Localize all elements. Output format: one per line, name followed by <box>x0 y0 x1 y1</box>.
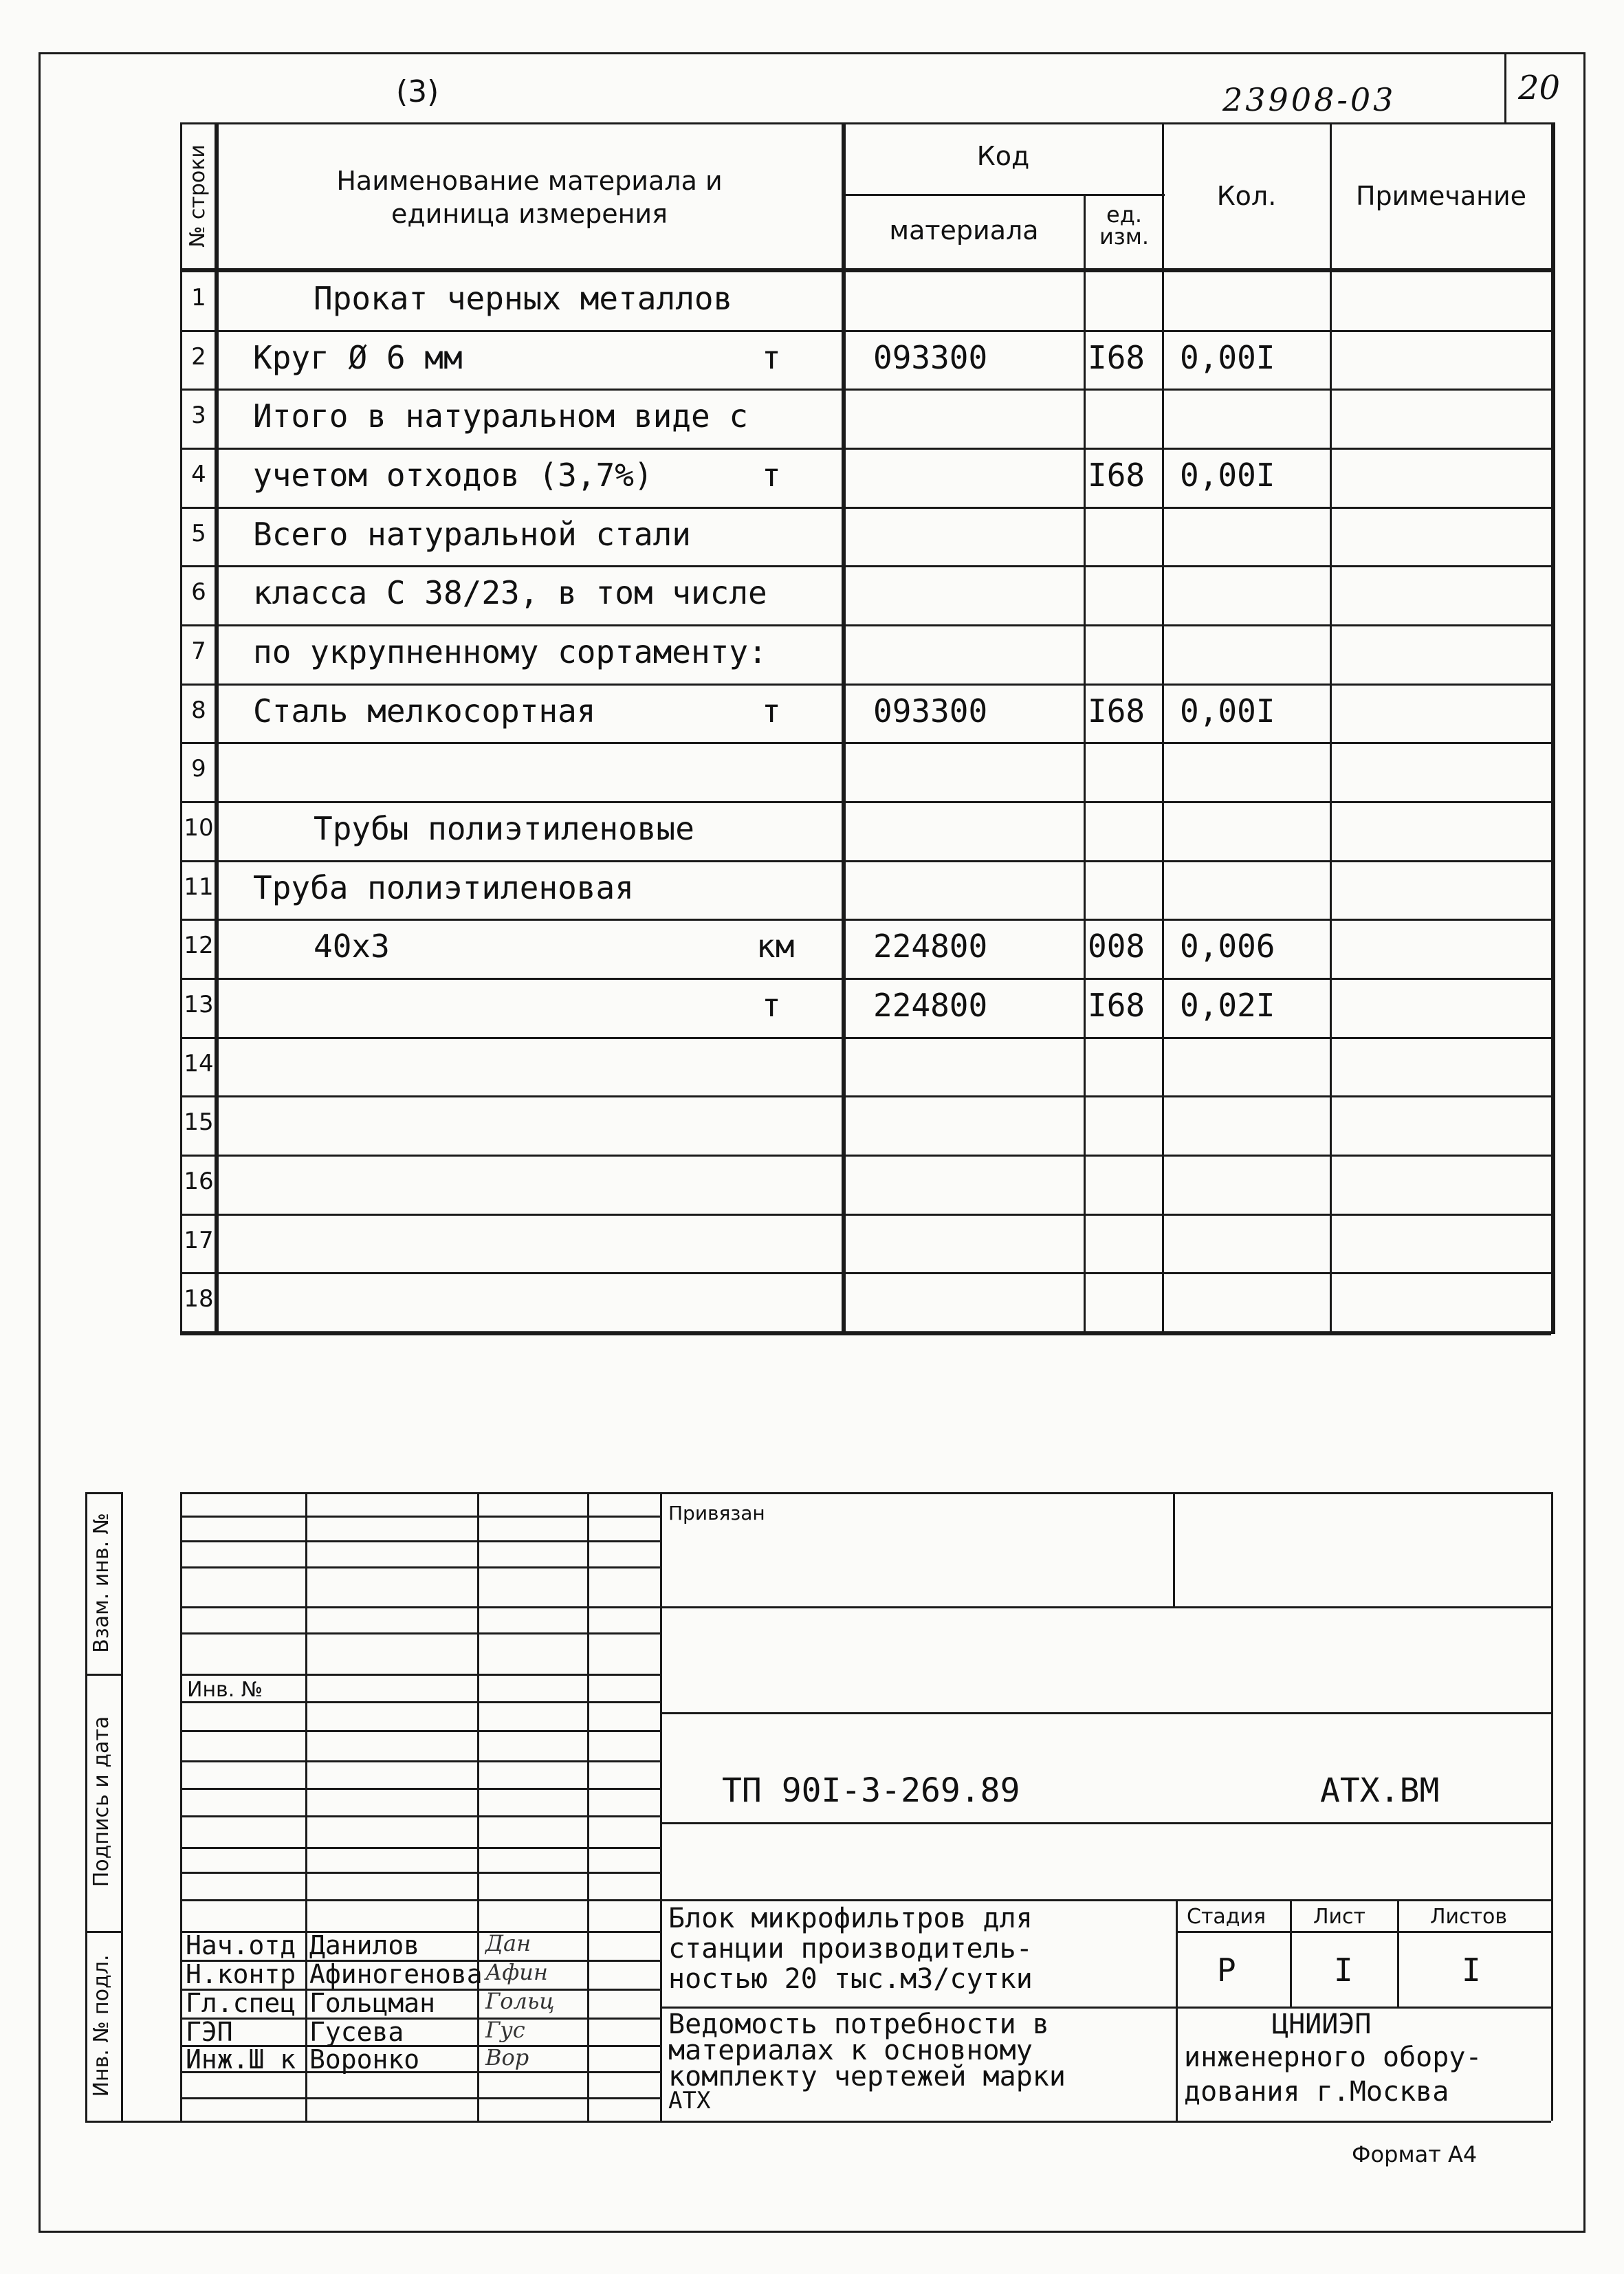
unit-label: км <box>756 928 795 965</box>
signer-name: Гольцман <box>309 1988 436 2018</box>
row-number: 17 <box>184 1226 214 1254</box>
stamp-grid-line <box>180 1760 660 1762</box>
format-label: Формат А4 <box>1352 2141 1478 2167</box>
stamp-grid-line <box>180 1872 660 1874</box>
row-number: 14 <box>184 1049 214 1078</box>
header-code-unit: ед. изм. <box>1099 201 1150 250</box>
sheets-label: Листов <box>1430 1905 1508 1929</box>
header-code-material: материала <box>889 215 1039 245</box>
stamp-left-line <box>180 1492 182 2121</box>
unit-code: 008 <box>1088 928 1145 965</box>
signature: Вор <box>485 2044 529 2070</box>
material-code: 224800 <box>873 928 988 965</box>
material-name: Итого в натуральном виде с <box>253 397 749 435</box>
stamp-grid-line <box>180 1516 660 1518</box>
material-code: 093300 <box>873 692 988 730</box>
material-name: Труба полиэтиленовая <box>253 868 634 906</box>
title-line-3: ностью 20 тыс.м3/сутки <box>668 1963 1033 1995</box>
material-name: Прокат черных металлов <box>314 279 733 317</box>
row-divider <box>180 507 1551 509</box>
stamp-h4 <box>660 1899 1551 1901</box>
sheet-value: I <box>1334 1952 1353 1989</box>
row-divider <box>180 1214 1551 1216</box>
stamp-grid-line <box>180 2097 660 2099</box>
signature: Гольц <box>485 1988 555 2014</box>
signer-role: Н.контр <box>186 1959 296 1989</box>
stamp-grid-line <box>180 1540 660 1542</box>
unit-qty-divider <box>1162 122 1164 1334</box>
table-bottom-line <box>180 1331 1551 1335</box>
stamp-h3 <box>660 1822 1551 1824</box>
side-strip-right <box>121 1492 123 2121</box>
doc-code: 23908-03 <box>1222 81 1396 118</box>
stage-value: Р <box>1217 1952 1236 1989</box>
unit-label: т <box>762 456 781 494</box>
signature: Дан <box>485 1930 531 1956</box>
header-code: Код <box>976 141 1030 171</box>
material-name: 40х3 <box>314 928 390 965</box>
signer-role: Инж.Ш к <box>186 2044 296 2075</box>
material-name: по укрупненному сортаменту: <box>253 633 767 670</box>
signer-role: Гл.спец <box>186 1988 296 2018</box>
designation: ТП 90I-3-269.89 <box>722 1771 1020 1810</box>
stamp-col2 <box>477 1492 479 2121</box>
material-name: класса С 38/23, в том числе <box>253 574 767 612</box>
material-code: 093300 <box>873 338 988 376</box>
stamp-right-line <box>1551 1492 1553 2121</box>
signer-name: Афиногенова <box>309 1959 483 1989</box>
org-line-3: дования г.Москва <box>1184 2076 1449 2108</box>
stamp-grid-line <box>180 1788 660 1790</box>
header-note: Примечание <box>1355 181 1527 211</box>
row-divider <box>180 860 1551 862</box>
doc-title-line-4: АТХ <box>668 2087 711 2114</box>
row-number: 11 <box>184 873 214 901</box>
stamp-col4 <box>660 1492 662 2121</box>
side-label-inv-podl: Инв. № подл. <box>89 1954 113 2097</box>
sheet-label: Лист <box>1313 1905 1366 1929</box>
row-number: 8 <box>191 696 206 724</box>
header-name: Наименование материала и единица измерения <box>336 166 723 229</box>
unit-code: I68 <box>1088 338 1145 376</box>
title-line-2: станции производитель- <box>668 1933 1033 1965</box>
sheet-sheets-divider <box>1397 1899 1399 2007</box>
signer-name: Воронко <box>309 2044 420 2075</box>
row-number: 12 <box>184 932 214 960</box>
material-unit-divider <box>1084 194 1086 1334</box>
header-bottom-line <box>180 268 1551 272</box>
sheet-index: (3) <box>396 74 439 109</box>
signer-role: ГЭП <box>186 2017 233 2047</box>
row-divider <box>180 978 1551 980</box>
quantity: 0,00I <box>1180 456 1275 494</box>
material-name: Сталь мелкосортная <box>253 692 596 730</box>
material-name: Всего натуральной стали <box>253 515 691 553</box>
org-line-1: ЦНИИЭП <box>1272 2009 1372 2040</box>
row-divider <box>180 1155 1551 1157</box>
stamp-grid-line <box>180 1899 660 1901</box>
signature: Гус <box>485 2017 525 2043</box>
stamp-grid-line <box>180 1566 660 1568</box>
header-qty: Кол. <box>1216 181 1277 211</box>
stamp-bottom-line <box>85 2121 1551 2123</box>
material-code: 224800 <box>873 986 988 1024</box>
row-divider <box>180 389 1551 391</box>
row-divider <box>180 624 1551 626</box>
row-number: 1 <box>191 283 206 311</box>
row-divider <box>180 684 1551 686</box>
stamp-grid-line <box>180 1847 660 1849</box>
row-number: 2 <box>191 342 206 371</box>
row-divider <box>180 565 1551 567</box>
drawing-mark: АТХ.ВМ <box>1320 1771 1440 1810</box>
name-code-divider <box>842 122 846 1334</box>
privyazan-divider <box>1173 1492 1175 1606</box>
material-name: Круг Ø 6 мм <box>253 338 463 376</box>
quantity: 0,00I <box>1180 338 1275 376</box>
unit-code: I68 <box>1088 692 1145 730</box>
stamp-top-line <box>180 1492 1551 1494</box>
row-divider <box>180 742 1551 744</box>
unit-label: т <box>762 338 781 376</box>
side-label-podpis: Подпись и дата <box>89 1716 113 1888</box>
doc-title-line-2: материалах к основному <box>668 2035 1033 2066</box>
side-strip-left <box>85 1492 87 2121</box>
header-row-no: № строки <box>186 144 210 248</box>
row-number: 10 <box>184 813 214 842</box>
signer-name: Данилов <box>309 1930 420 1960</box>
quantity: 0,00I <box>1180 692 1275 730</box>
stage-sheet-divider <box>1290 1899 1292 2007</box>
qty-note-divider <box>1330 122 1332 1334</box>
stage-label-line <box>1176 1931 1551 1933</box>
sheets-value: I <box>1462 1952 1481 1989</box>
row-divider <box>180 801 1551 803</box>
row-number: 7 <box>191 637 206 665</box>
stamp-grid-line <box>180 1815 660 1817</box>
title-line-1: Блок микрофильтров для <box>668 1903 1033 1934</box>
unit-label: т <box>762 692 781 730</box>
signer-name: Гусева <box>309 2017 404 2047</box>
row-number: 15 <box>184 1108 214 1137</box>
material-name: Трубы полиэтиленовые <box>314 809 694 847</box>
material-name: учетом отходов (3,7%) <box>253 456 653 494</box>
stamp-grid-line <box>180 1730 660 1732</box>
row-divider <box>180 919 1551 921</box>
org-line-2: инженерного обору- <box>1184 2042 1482 2073</box>
signer-role: Нач.отд <box>186 1930 296 1960</box>
row-divider <box>180 1095 1551 1097</box>
row-divider <box>180 448 1551 450</box>
row-number: 4 <box>191 460 206 488</box>
row-divider <box>180 330 1551 332</box>
row-divider <box>180 1272 1551 1274</box>
unit-code: I68 <box>1088 456 1145 494</box>
privyazan-label: Привязан <box>668 1502 765 1524</box>
row-number: 6 <box>191 578 206 606</box>
stamp-grid-line <box>180 1632 660 1635</box>
inv-no-label: Инв. № <box>187 1678 263 1702</box>
stage-label: Стадия <box>1187 1905 1266 1929</box>
doc-title-line-3: комплекту чертежей марки <box>668 2061 1066 2092</box>
table-right-line <box>1551 122 1555 1334</box>
doc-title-line-1: Ведомость потребности в <box>668 2009 1049 2040</box>
row-number: 3 <box>191 402 206 430</box>
stamp-h1 <box>660 1606 1551 1608</box>
signature: Афин <box>485 1959 548 1985</box>
stamp-col3 <box>587 1492 589 2121</box>
unit-code: I68 <box>1088 986 1145 1024</box>
stamp-grid-line <box>180 1674 660 1676</box>
quantity: 0,02I <box>1180 986 1275 1024</box>
unit-label: т <box>762 986 781 1024</box>
stamp-col1 <box>305 1492 307 2121</box>
code-subheader-line <box>844 194 1165 196</box>
row-number: 5 <box>191 519 206 547</box>
table-top-line <box>180 122 1551 124</box>
stamp-grid-line <box>180 1606 660 1608</box>
row-divider <box>180 1037 1551 1039</box>
row-number: 9 <box>191 755 206 783</box>
side-label-vzam: Взам. инв. № <box>89 1513 113 1653</box>
quantity: 0,006 <box>1180 928 1275 965</box>
stamp-h2 <box>660 1712 1551 1714</box>
row-number: 13 <box>184 990 214 1018</box>
page-number: 20 <box>1518 69 1561 107</box>
page-number-divider <box>1504 54 1506 122</box>
row-number: 16 <box>184 1167 214 1195</box>
row-number: 18 <box>184 1285 214 1313</box>
